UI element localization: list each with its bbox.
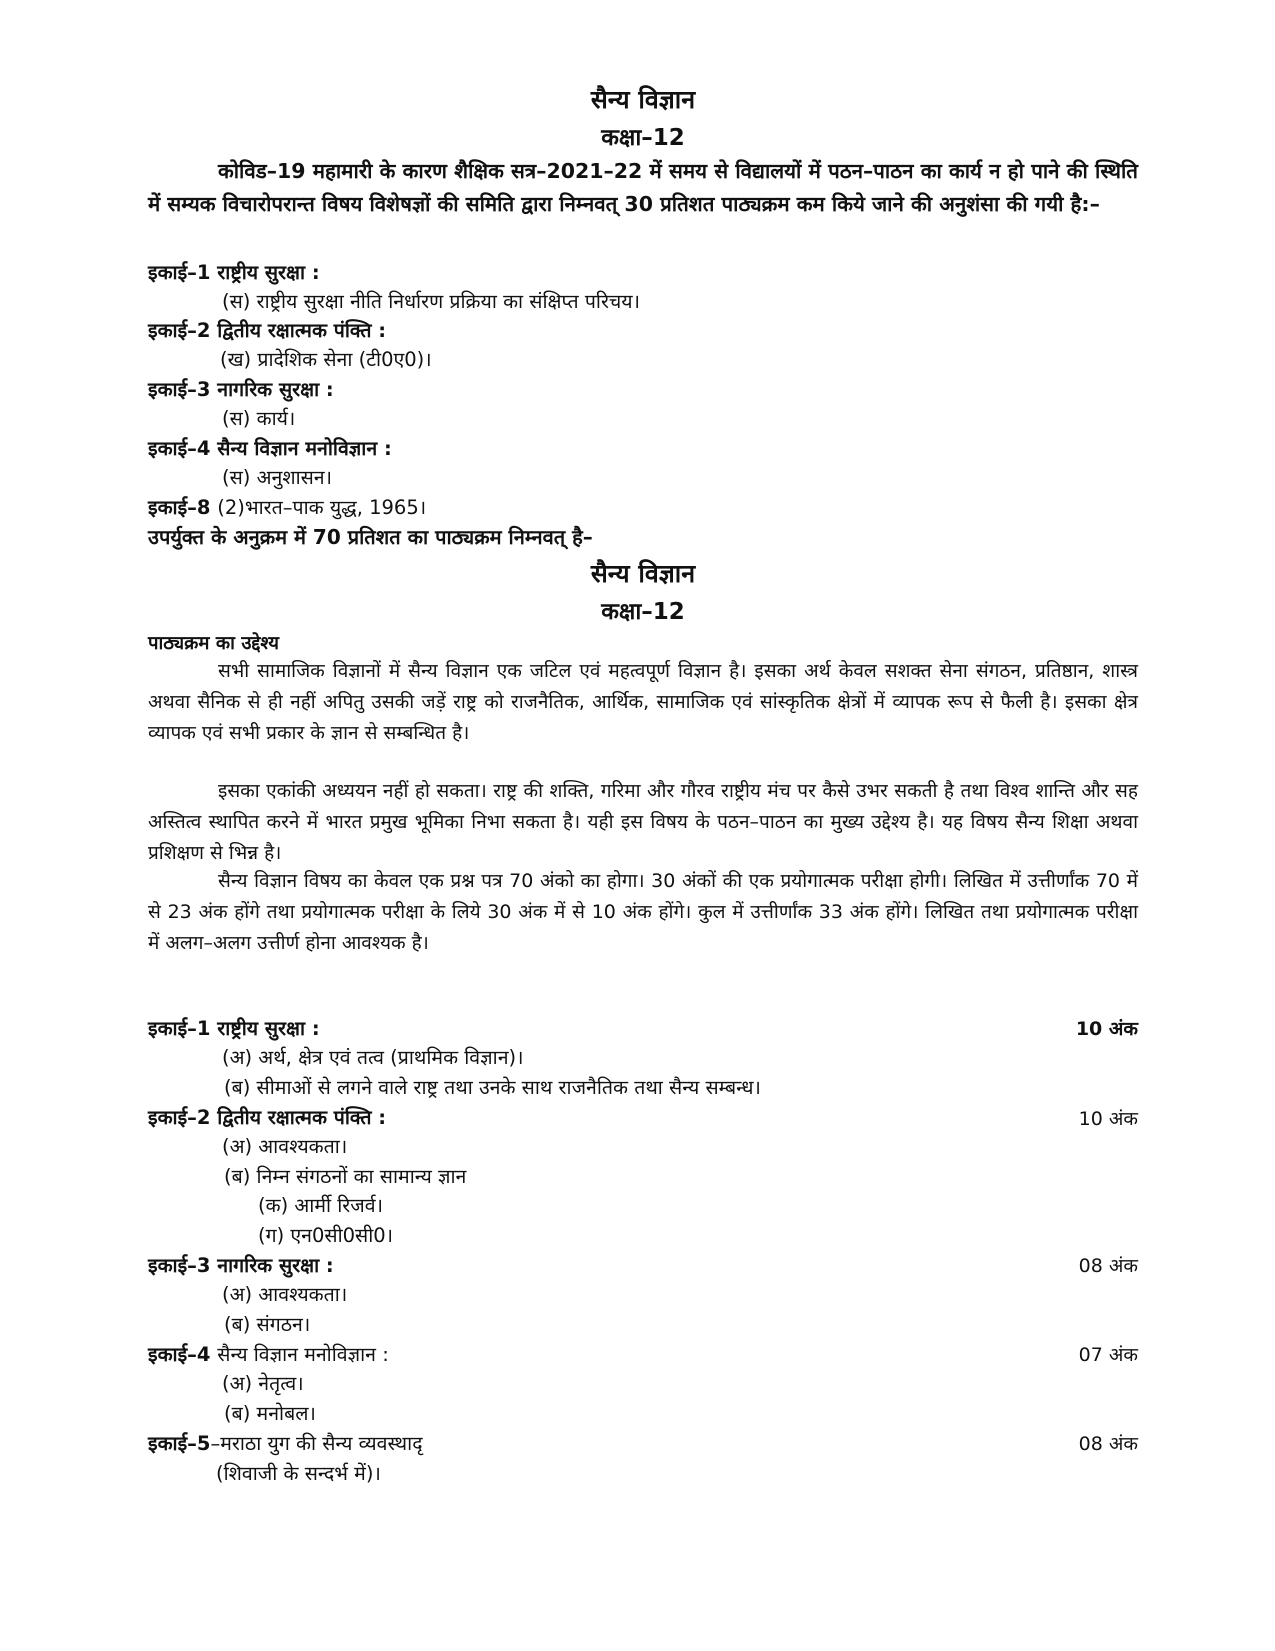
unit-5-marks: 08 अंक: [1078, 1433, 1138, 1455]
unit-4-item-b: (ब) मनोबल।: [224, 1402, 316, 1425]
reduced-unit-2-heading: [148, 316, 386, 343]
unit-2-subitem-g: (ग) एन0सी0सी0।: [258, 1224, 394, 1247]
unit-label: इकाई–2: [148, 1106, 211, 1129]
unit-3-item-a: (अ) आवश्यकता।: [222, 1283, 348, 1306]
unit-1-item-b: (ब) सीमाओं से लगने वाले राष्ट्र तथा उनके साथ राजनैतिक तथा सैन्य सम्बन्ध।: [224, 1076, 761, 1099]
unit-title: राष्ट्रीय सुरक्षा :: [217, 261, 320, 284]
unit-3-item-b: (ब) संगठन।: [224, 1313, 311, 1336]
unit-1-heading: [148, 1014, 320, 1041]
reduced-unit-4-item: (स) अनुशासन।: [222, 466, 333, 489]
reduced-unit-1-heading: [148, 258, 320, 285]
section-title: सैन्य विज्ञान: [590, 559, 696, 588]
unit-label: इकाई–4: [148, 1343, 211, 1366]
reduced-unit-3-item: (स) कार्य।: [222, 407, 296, 430]
unit-title: सैन्य विज्ञान मनोविज्ञान :: [217, 437, 392, 460]
unit-inline-item: (2)भारत–पाक युद्ध, 1965।: [217, 496, 427, 519]
class-heading-2: कक्षा–12: [601, 599, 685, 625]
unit-2-marks: 10 अंक: [1078, 1108, 1138, 1130]
unit-3-heading: [148, 1251, 334, 1278]
reduced-unit-3-heading: [148, 375, 334, 402]
unit-label: इकाई–1: [148, 261, 211, 284]
unit-label: इकाई–5: [148, 1432, 211, 1455]
unit-2-item-a: (अ) आवश्यकता।: [222, 1135, 348, 1158]
unit-title: नागरिक सुरक्षा :: [217, 1254, 334, 1277]
unit-title: सैन्य विज्ञान मनोविज्ञान :: [217, 1343, 389, 1366]
unit-label: इकाई–3: [148, 378, 211, 401]
unit-label: इकाई–1: [148, 1017, 211, 1040]
unit-3-marks: 08 अंक: [1078, 1255, 1138, 1277]
reduced-unit-8-heading: [148, 493, 426, 520]
unit-5-heading: [148, 1429, 423, 1456]
page-title: सैन्य विज्ञान: [590, 85, 696, 114]
unit-title: द्वितीय रक्षात्मक पंक्ति :: [217, 319, 387, 342]
unit-title: नागरिक सुरक्षा :: [217, 378, 334, 401]
unit-label: इकाई–4: [148, 437, 211, 460]
unit-1-item-a: (अ) अर्थ, क्षेत्र एवं तत्व (प्राथमिक विज्ञान)।: [222, 1046, 524, 1069]
unit-title: –मराठा युग की सैन्य व्यवस्थादृ: [210, 1432, 423, 1455]
unit-2-item-b: (ब) निम्न संगठनों का सामान्य ज्ञान: [224, 1165, 467, 1188]
unit-label: इकाई–2: [148, 319, 211, 342]
unit-label: इकाई–8: [148, 496, 211, 519]
unit-4-marks: 07 अंक: [1078, 1344, 1138, 1366]
objective-heading: पाठ्यक्रम का उद्देश्य: [148, 633, 280, 654]
objective-paragraph-1: सभी सामाजिक विज्ञानों में सैन्य विज्ञान एक जटिल एवं महत्वपूर्ण विज्ञान है। इसका अर्थ केवल सशक्त सेना संगठन, प्रतिष्ठान, शास्त्र अथवा सैनिक से ही नहीं अपितु उसकी जड़ें राष्ट्र को राजनैतिक, आर्थिक, सामाजिक एवं सांस्कृतिक क्षेत्रों में व्यापक रूप से फैली है। इसका क्षेत्र व्यापक एवं सभी प्रकार के ज्ञान से सम्बन्धित है।: [148, 660, 1138, 744]
objective-paragraph-2: इसका एकांकी अध्ययन नहीं हो सकता। राष्ट्र की शक्ति, गरिमा और गौरव राष्ट्रीय मंच पर कैसे उभर सकती है तथा विश्व शान्ति और सह अस्तित्व स्थापित करने में भारत प्रमुख भूमिका निभा सकता है। यही इस विषय के पठन–पाठन का मुख्य उद्देश्य है। यह विषय सैन्य शिक्षा अथवा प्रशिक्षण से भिन्न है।: [148, 780, 1138, 864]
unit-1-marks: 10 अंक: [1075, 1018, 1138, 1040]
unit-2-subitem-k: (क) आर्मी रिजर्व।: [258, 1194, 383, 1217]
objective-paragraph-3: सैन्य विज्ञान विषय का केवल एक प्रश्न पत्र 70 अंको का होगा। 30 अंकों की एक प्रयोगात्मक परीक्षा होगी। लिखित में उत्तीर्णांक 70 में से 23 अंक होंगे तथा प्रयोगात्मक परीक्षा के लिये 30 अंक में से 10 अंक होंगे। कुल में उत्तीर्णांक 33 अंक होंगे। लिखित तथा प्रयोगात्मक परीक्षा में अलग–अलग उत्तीर्ण होना आवश्यक है।: [148, 870, 1138, 954]
reduced-unit-1-item: (स) राष्ट्रीय सुरक्षा नीति निर्धारण प्रक्रिया का संक्षिप्त परिचय।: [222, 290, 641, 313]
unit-5-item: (शिवाजी के सन्दर्भ में)।: [216, 1462, 381, 1485]
unit-2-heading: [148, 1103, 386, 1130]
unit-4-item-a: (अ) नेतृत्व।: [222, 1372, 304, 1395]
reduced-unit-4-heading: [148, 434, 392, 461]
transition-line: उपर्युक्त के अनुक्रम में 70 प्रतिशत का पाठ्यक्रम निम्नवत् है–: [148, 525, 593, 549]
unit-title: द्वितीय रक्षात्मक पंक्ति :: [217, 1106, 387, 1129]
reduced-unit-2-item: (ख) प्रादेशिक सेना (टी0ए0)।: [220, 348, 432, 371]
unit-label: इकाई–3: [148, 1254, 211, 1277]
unit-4-heading: [148, 1340, 389, 1367]
unit-title: राष्ट्रीय सुरक्षा :: [217, 1017, 320, 1040]
intro-paragraph: कोविड–19 महामारी के कारण शैक्षिक सत्र–2021–22 में समय से विद्यालयों में पठन–पाठन का कार्य न हो पाने की स्थिति में सम्यक विचारोपरान्त विषय विशेषज्ञों की समिति द्वारा निम्नवत् 30 प्रतिशत पाठ्यक्रम कम किये जाने की अनुशंसा की गयी है:–: [148, 159, 1138, 216]
class-heading: कक्षा–12: [601, 125, 685, 151]
